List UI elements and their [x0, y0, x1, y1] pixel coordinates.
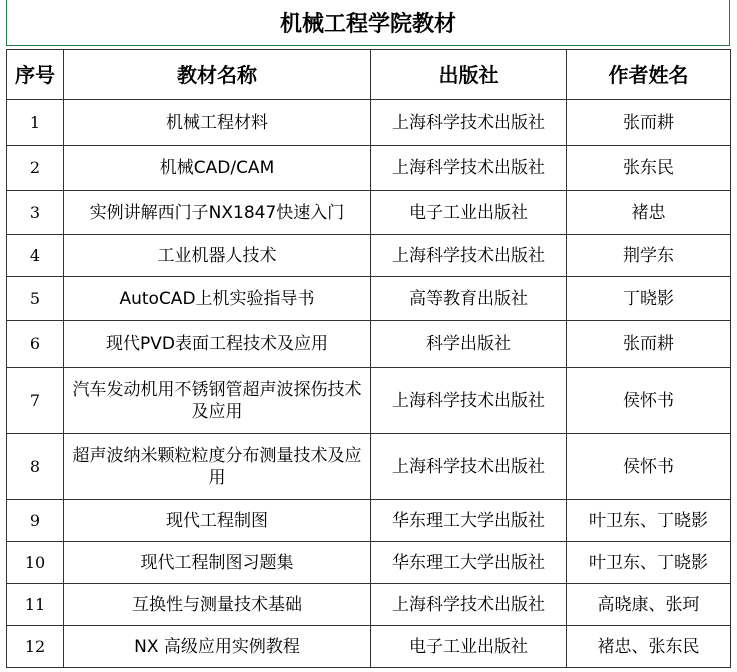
- cell-publisher[interactable]: 华东理工大学出版社: [371, 542, 567, 584]
- cell-name[interactable]: 汽车发动机用不锈钢管超声波探伤技术及应用: [64, 368, 371, 434]
- table-row: [7, 542, 731, 584]
- cell-name[interactable]: 机械工程材料: [64, 100, 371, 146]
- cell-author[interactable]: 叶卫东、丁晓影: [567, 542, 731, 584]
- table-row: [7, 434, 731, 500]
- header-row: [7, 50, 731, 100]
- cell-name[interactable]: 现代PVD表面工程技术及应用: [64, 321, 371, 368]
- cell-name[interactable]: 超声波纳米颗粒粒度分布测量技术及应用: [64, 434, 371, 500]
- cell-index[interactable]: 3: [7, 191, 64, 235]
- cell-publisher[interactable]: 上海科学技术出版社: [371, 235, 567, 277]
- cell-name[interactable]: AutoCAD上机实验指导书: [64, 277, 371, 321]
- table-row: [7, 368, 731, 434]
- textbook-table: [6, 49, 731, 668]
- cell-index[interactable]: 8: [7, 434, 64, 500]
- cell-author[interactable]: 张东民: [567, 146, 731, 191]
- header-index[interactable]: 序号: [7, 50, 64, 100]
- cell-author[interactable]: 叶卫东、丁晓影: [567, 500, 731, 542]
- cell-name[interactable]: NX 高级应用实例教程: [64, 626, 371, 668]
- cell-name[interactable]: 工业机器人技术: [64, 235, 371, 277]
- table-row: [7, 584, 731, 626]
- table-row: [7, 277, 731, 321]
- cell-publisher[interactable]: 上海科学技术出版社: [371, 100, 567, 146]
- table-row: [7, 626, 731, 668]
- header-publisher[interactable]: 出版社: [371, 50, 567, 100]
- cell-index[interactable]: 1: [7, 100, 64, 146]
- cell-author[interactable]: 高晓康、张珂: [567, 584, 731, 626]
- cell-author[interactable]: 侯怀书: [567, 368, 731, 434]
- cell-publisher[interactable]: 电子工业出版社: [371, 191, 567, 235]
- table-row: [7, 500, 731, 542]
- cell-name[interactable]: 机械CAD/CAM: [64, 146, 371, 191]
- cell-index[interactable]: 5: [7, 277, 64, 321]
- sheet-title[interactable]: 机械工程学院教材: [6, 0, 730, 46]
- table-row: [7, 146, 731, 191]
- cell-name[interactable]: 现代工程制图: [64, 500, 371, 542]
- cell-publisher[interactable]: 上海科学技术出版社: [371, 434, 567, 500]
- cell-author[interactable]: 侯怀书: [567, 434, 731, 500]
- cell-index[interactable]: 9: [7, 500, 64, 542]
- cell-name[interactable]: 现代工程制图习题集: [64, 542, 371, 584]
- cell-author[interactable]: 褚忠、张东民: [567, 626, 731, 668]
- cell-index[interactable]: 7: [7, 368, 64, 434]
- cell-publisher[interactable]: 科学出版社: [371, 321, 567, 368]
- table-row: [7, 321, 731, 368]
- cell-index[interactable]: 12: [7, 626, 64, 668]
- table-row: [7, 191, 731, 235]
- spreadsheet: [6, 0, 730, 672]
- cell-index[interactable]: 11: [7, 584, 64, 626]
- cell-name[interactable]: 实例讲解西门子NX1847快速入门: [64, 191, 371, 235]
- cell-index[interactable]: 6: [7, 321, 64, 368]
- cell-author[interactable]: 张而耕: [567, 321, 731, 368]
- cell-index[interactable]: 10: [7, 542, 64, 584]
- cell-index[interactable]: 2: [7, 146, 64, 191]
- cell-index[interactable]: 4: [7, 235, 64, 277]
- header-name[interactable]: 教材名称: [64, 50, 371, 100]
- cell-publisher[interactable]: 华东理工大学出版社: [371, 500, 567, 542]
- cell-publisher[interactable]: 电子工业出版社: [371, 626, 567, 668]
- cell-author[interactable]: 丁晓影: [567, 277, 731, 321]
- cell-author[interactable]: 褚忠: [567, 191, 731, 235]
- cell-name[interactable]: 互换性与测量技术基础: [64, 584, 371, 626]
- cell-publisher[interactable]: 上海科学技术出版社: [371, 584, 567, 626]
- cell-author[interactable]: 荆学东: [567, 235, 731, 277]
- table-row: [7, 235, 731, 277]
- header-author[interactable]: 作者姓名: [567, 50, 731, 100]
- cell-publisher[interactable]: 上海科学技术出版社: [371, 146, 567, 191]
- cell-publisher[interactable]: 高等教育出版社: [371, 277, 567, 321]
- cell-author[interactable]: 张而耕: [567, 100, 731, 146]
- cell-publisher[interactable]: 上海科学技术出版社: [371, 368, 567, 434]
- table-row: [7, 100, 731, 146]
